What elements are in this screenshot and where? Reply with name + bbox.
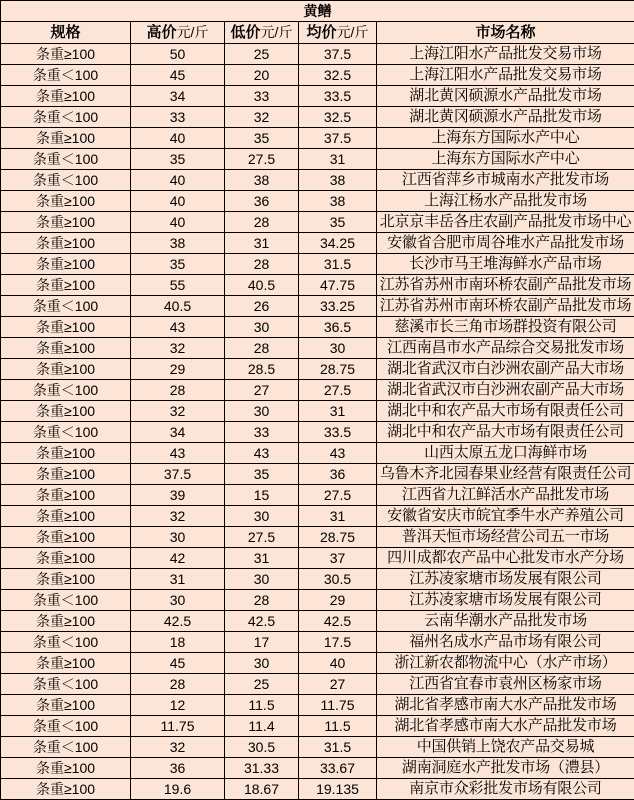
high-price-cell: 43 (131, 443, 225, 464)
avg-price-cell: 34.25 (299, 233, 377, 254)
spec-cell: 条重＜100 (1, 380, 131, 401)
high-price-cell: 19.6 (131, 779, 225, 800)
avg-price-cell: 28.75 (299, 527, 377, 548)
table-row (1, 674, 634, 695)
low-price-cell: 28 (225, 254, 299, 275)
table-row (1, 758, 634, 779)
table-row (1, 317, 634, 338)
low-price-cell: 18.67 (225, 779, 299, 800)
high-price-cell: 37.5 (131, 464, 225, 485)
table-row (1, 296, 634, 317)
spec-cell: 条重≥100 (1, 569, 131, 590)
spec-cell: 条重＜100 (1, 590, 131, 611)
high-price-cell: 40.5 (131, 296, 225, 317)
market-cell: 上海江阳水产品批发交易市场 (377, 65, 634, 86)
table-row (1, 653, 634, 674)
low-price-cell: 30 (225, 401, 299, 422)
avg-price-cell: 31.5 (299, 737, 377, 758)
spec-cell: 条重≥100 (1, 548, 131, 569)
table-row (1, 422, 634, 443)
low-price-cell: 42.5 (225, 611, 299, 632)
spec-cell: 条重＜100 (1, 107, 131, 128)
low-price-cell: 43 (225, 443, 299, 464)
market-cell: 江西南昌市水产品综合交易批发市场 (377, 338, 634, 359)
low-price-cell: 26 (225, 296, 299, 317)
header-high-unit: 元/斤 (177, 24, 209, 40)
table-row (1, 548, 634, 569)
table-row (1, 149, 634, 170)
spec-cell: 条重≥100 (1, 506, 131, 527)
market-cell: 江西省九江鲜活水产品批发市场 (377, 485, 634, 506)
low-price-cell: 30 (225, 506, 299, 527)
avg-price-cell: 47.75 (299, 275, 377, 296)
spec-cell: 条重≥100 (1, 695, 131, 716)
avg-price-cell: 37.5 (299, 128, 377, 149)
high-price-cell: 50 (131, 44, 225, 65)
avg-price-cell: 32.5 (299, 107, 377, 128)
high-price-cell: 30 (131, 590, 225, 611)
low-price-cell: 30 (225, 653, 299, 674)
avg-price-cell: 36 (299, 464, 377, 485)
table-row (1, 464, 634, 485)
low-price-cell: 35 (225, 464, 299, 485)
table-row (1, 506, 634, 527)
market-cell: 上海东方国际水产中心 (377, 128, 634, 149)
low-price-cell: 25 (225, 44, 299, 65)
low-price-cell: 20 (225, 65, 299, 86)
low-price-cell: 31.33 (225, 758, 299, 779)
avg-price-cell: 30.5 (299, 569, 377, 590)
spec-cell: 条重≥100 (1, 191, 131, 212)
spec-cell: 条重≥100 (1, 443, 131, 464)
header-avg-price (299, 22, 377, 44)
spec-cell: 条重≥100 (1, 86, 131, 107)
avg-price-cell: 30 (299, 338, 377, 359)
high-price-cell: 45 (131, 653, 225, 674)
high-price-cell: 11.75 (131, 716, 225, 737)
avg-price-cell: 31 (299, 401, 377, 422)
avg-price-cell: 31 (299, 506, 377, 527)
table-row (1, 779, 634, 800)
avg-price-cell: 42.5 (299, 611, 377, 632)
low-price-cell: 28.5 (225, 359, 299, 380)
table-row (1, 275, 634, 296)
spec-cell: 条重≥100 (1, 611, 131, 632)
market-cell: 长沙市马王堆海鲜水产品市场 (377, 254, 634, 275)
market-cell: 江苏省苏州市南环桥农副产品批发市场 (377, 275, 634, 296)
avg-price-cell: 33.5 (299, 86, 377, 107)
low-price-cell: 11.4 (225, 716, 299, 737)
avg-price-cell: 28.75 (299, 359, 377, 380)
table-row (1, 401, 634, 422)
spec-cell: 条重＜100 (1, 170, 131, 191)
avg-price-cell: 35 (299, 212, 377, 233)
avg-price-cell: 37 (299, 548, 377, 569)
market-cell: 慈溪市长三角市场群投资有限公司 (377, 317, 634, 338)
avg-price-cell: 11.5 (299, 716, 377, 737)
high-price-cell: 32 (131, 506, 225, 527)
high-price-cell: 12 (131, 695, 225, 716)
avg-price-cell: 33.67 (299, 758, 377, 779)
table-row (1, 338, 634, 359)
avg-price-cell: 32.5 (299, 65, 377, 86)
table-row (1, 485, 634, 506)
table-row (1, 254, 634, 275)
header-market-label: 市场名称 (476, 24, 536, 41)
table-row (1, 632, 634, 653)
market-cell: 上海东方国际水产中心 (377, 149, 634, 170)
spec-cell: 条重＜100 (1, 632, 131, 653)
low-price-cell: 25 (225, 674, 299, 695)
market-cell: 江苏凌家塘市场发展有限公司 (377, 569, 634, 590)
low-price-cell: 33 (225, 86, 299, 107)
spec-cell: 条重≥100 (1, 128, 131, 149)
avg-price-cell: 11.75 (299, 695, 377, 716)
high-price-cell: 40 (131, 212, 225, 233)
market-cell: 上海江杨水产品批发市场 (377, 191, 634, 212)
spec-cell: 条重≥100 (1, 359, 131, 380)
high-price-cell: 32 (131, 737, 225, 758)
header-high-price (131, 22, 225, 44)
avg-price-cell: 27.5 (299, 380, 377, 401)
low-price-cell: 35 (225, 128, 299, 149)
table-row (1, 695, 634, 716)
high-price-cell: 36 (131, 758, 225, 779)
high-price-cell: 40 (131, 170, 225, 191)
market-cell: 湖北省武汉市白沙洲农副产品大市场 (377, 380, 634, 401)
spec-cell: 条重＜100 (1, 716, 131, 737)
market-cell: 安徽省合肥市周谷堆水产品批发市场 (377, 233, 634, 254)
market-cell: 湖北黄冈硕源水产品批发市场 (377, 107, 634, 128)
high-price-cell: 38 (131, 233, 225, 254)
low-price-cell: 31 (225, 548, 299, 569)
high-price-cell: 42 (131, 548, 225, 569)
market-cell: 湖北省孝感市南大水产品批发市场 (377, 716, 634, 737)
spec-cell: 条重≥100 (1, 464, 131, 485)
spec-cell: 条重＜100 (1, 149, 131, 170)
low-price-cell: 28 (225, 212, 299, 233)
high-price-cell: 43 (131, 317, 225, 338)
table-row (1, 212, 634, 233)
market-cell: 安徽省安庆市皖宜季牛水产养殖公司 (377, 506, 634, 527)
table-row (1, 107, 634, 128)
avg-price-cell: 31.5 (299, 254, 377, 275)
high-price-cell: 29 (131, 359, 225, 380)
spec-cell: 条重≥100 (1, 779, 131, 800)
avg-price-cell: 38 (299, 191, 377, 212)
avg-price-cell: 27.5 (299, 485, 377, 506)
market-cell: 湖北中和农产品大市场有限责任公司 (377, 401, 634, 422)
low-price-cell: 27.5 (225, 149, 299, 170)
table-row (1, 65, 634, 86)
spec-cell: 条重＜100 (1, 674, 131, 695)
market-cell: 中国供销上饶农产品交易城 (377, 737, 634, 758)
high-price-cell: 40 (131, 191, 225, 212)
avg-price-cell: 37.5 (299, 44, 377, 65)
table-row (1, 191, 634, 212)
header-low-label: 低价 (231, 24, 261, 41)
high-price-cell: 31 (131, 569, 225, 590)
avg-price-cell: 29 (299, 590, 377, 611)
low-price-cell: 27 (225, 380, 299, 401)
header-row (1, 22, 634, 44)
market-cell: 普洱天恒市场经营公司五一市场 (377, 527, 634, 548)
low-price-cell: 28 (225, 590, 299, 611)
low-price-cell: 11.5 (225, 695, 299, 716)
avg-price-cell: 36.5 (299, 317, 377, 338)
high-price-cell: 18 (131, 632, 225, 653)
market-cell: 云南华潮水产品批发市场 (377, 611, 634, 632)
header-high-label: 高价 (147, 24, 177, 41)
avg-price-cell: 33.5 (299, 422, 377, 443)
avg-price-cell: 38 (299, 170, 377, 191)
high-price-cell: 35 (131, 149, 225, 170)
table-row (1, 170, 634, 191)
market-cell: 湖北省孝感市南大水产品批发市场 (377, 695, 634, 716)
spec-cell: 条重≥100 (1, 317, 131, 338)
avg-price-cell: 17.5 (299, 632, 377, 653)
avg-price-cell: 40 (299, 653, 377, 674)
table-row (1, 86, 634, 107)
high-price-cell: 39 (131, 485, 225, 506)
high-price-cell: 34 (131, 422, 225, 443)
high-price-cell: 32 (131, 401, 225, 422)
low-price-cell: 40.5 (225, 275, 299, 296)
title-row (1, 1, 634, 22)
spec-cell: 条重＜100 (1, 422, 131, 443)
header-spec (1, 22, 131, 44)
low-price-cell: 31 (225, 233, 299, 254)
market-cell: 江苏省苏州市南环桥农副产品批发市场 (377, 296, 634, 317)
high-price-cell: 35 (131, 254, 225, 275)
avg-price-cell: 33.25 (299, 296, 377, 317)
high-price-cell: 32 (131, 338, 225, 359)
market-cell: 江西省宜春市袁州区杨家市场 (377, 674, 634, 695)
header-spec-label: 规格 (50, 24, 80, 41)
table-row (1, 716, 634, 737)
market-cell: 上海江阳水产品批发交易市场 (377, 44, 634, 65)
market-cell: 乌鲁木齐北园春果业经营有限责任公司 (377, 464, 634, 485)
header-low-price (225, 22, 299, 44)
avg-price-cell: 27 (299, 674, 377, 695)
spec-cell: 条重≥100 (1, 338, 131, 359)
market-cell: 南京市众彩批发市场有限公司 (377, 779, 634, 800)
market-cell: 福州名成水产品市场有限公司 (377, 632, 634, 653)
spec-cell: 条重＜100 (1, 737, 131, 758)
market-cell: 江西省萍乡市城南水产批发市场 (377, 170, 634, 191)
spec-cell: 条重≥100 (1, 527, 131, 548)
market-cell: 山西太原五龙口海鲜市场 (377, 443, 634, 464)
table-row (1, 569, 634, 590)
market-cell: 湖北中和农产品大市场有限责任公司 (377, 422, 634, 443)
high-price-cell: 55 (131, 275, 225, 296)
market-cell: 江苏凌家塘市场发展有限公司 (377, 590, 634, 611)
avg-price-cell: 19.135 (299, 779, 377, 800)
table-row (1, 44, 634, 65)
table-row (1, 611, 634, 632)
high-price-cell: 34 (131, 86, 225, 107)
high-price-cell: 40 (131, 128, 225, 149)
spec-cell: 条重≥100 (1, 275, 131, 296)
header-low-unit: 元/斤 (261, 24, 293, 40)
table-row (1, 128, 634, 149)
high-price-cell: 28 (131, 674, 225, 695)
table-row (1, 737, 634, 758)
header-avg-unit: 元/斤 (337, 24, 369, 40)
market-cell: 北京京丰岳各庄农副产品批发市场中心 (377, 212, 634, 233)
market-cell: 浙江新农都物流中心（水产市场） (377, 653, 634, 674)
low-price-cell: 30 (225, 569, 299, 590)
high-price-cell: 45 (131, 65, 225, 86)
high-price-cell: 33 (131, 107, 225, 128)
high-price-cell: 42.5 (131, 611, 225, 632)
market-cell: 湖北省武汉市白沙洲农副产品大市场 (377, 359, 634, 380)
market-cell: 四川成都农产品中心批发市水产分场 (377, 548, 634, 569)
low-price-cell: 32 (225, 107, 299, 128)
header-market (377, 22, 634, 44)
low-price-cell: 17 (225, 632, 299, 653)
high-price-cell: 30 (131, 527, 225, 548)
table-row (1, 233, 634, 254)
low-price-cell: 36 (225, 191, 299, 212)
market-cell: 湖北黄冈硕源水产品批发市场 (377, 86, 634, 107)
spec-cell: 条重≥100 (1, 758, 131, 779)
spec-cell: 条重≥100 (1, 212, 131, 233)
table-row (1, 590, 634, 611)
high-price-cell: 28 (131, 380, 225, 401)
table-row (1, 527, 634, 548)
spec-cell: 条重＜100 (1, 296, 131, 317)
header-avg-label: 均价 (307, 24, 337, 41)
spec-cell: 条重≥100 (1, 485, 131, 506)
spec-cell: 条重≥100 (1, 233, 131, 254)
spec-cell: 条重≥100 (1, 653, 131, 674)
low-price-cell: 30.5 (225, 737, 299, 758)
table-row (1, 359, 634, 380)
table-title: 黄鳝 (1, 1, 634, 22)
spec-cell: 条重≥100 (1, 401, 131, 422)
low-price-cell: 15 (225, 485, 299, 506)
table-row (1, 380, 634, 401)
spec-cell: 条重＜100 (1, 65, 131, 86)
spec-cell: 条重≥100 (1, 254, 131, 275)
low-price-cell: 27.5 (225, 527, 299, 548)
low-price-cell: 33 (225, 422, 299, 443)
spec-cell: 条重≥100 (1, 44, 131, 65)
low-price-cell: 28 (225, 338, 299, 359)
market-cell: 湖南洞庭水产批发市场（澧县） (377, 758, 634, 779)
table-row (1, 443, 634, 464)
avg-price-cell: 43 (299, 443, 377, 464)
avg-price-cell: 31 (299, 149, 377, 170)
low-price-cell: 38 (225, 170, 299, 191)
low-price-cell: 30 (225, 317, 299, 338)
